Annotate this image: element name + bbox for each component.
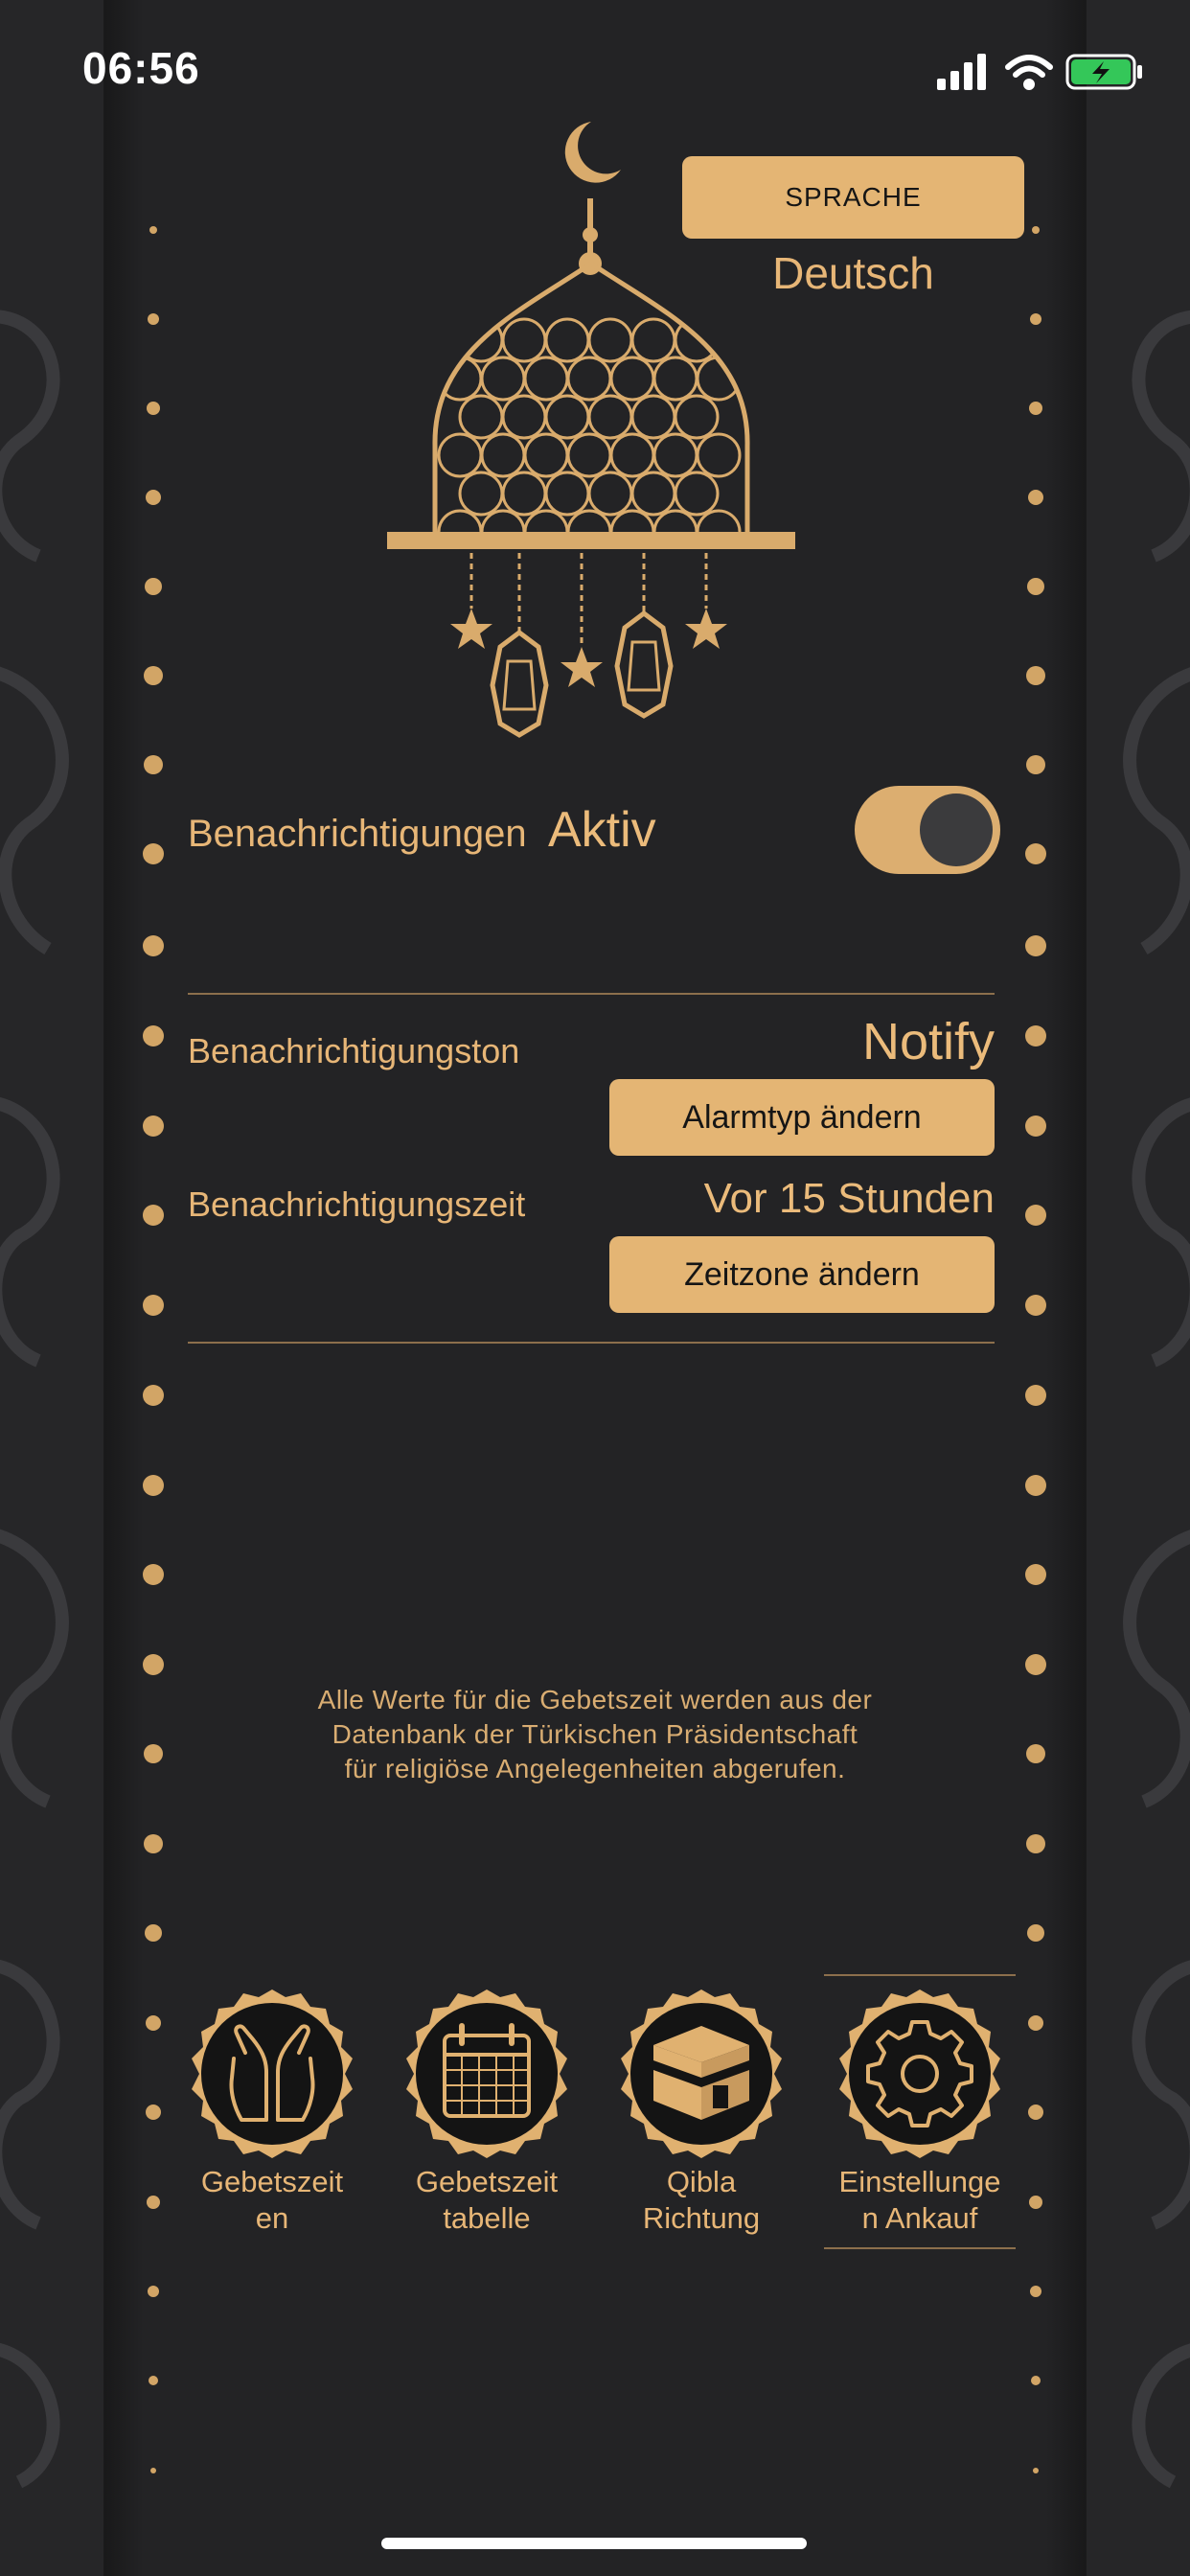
bottom-navigation bbox=[176, 1974, 1019, 2262]
right-dot-border bbox=[1024, 0, 1047, 2576]
cellular-signal-icon bbox=[937, 54, 986, 90]
tab-label bbox=[176, 2164, 368, 2237]
tab-prayer-times[interactable] bbox=[176, 1974, 368, 2262]
tab-label-line: Gebetszeit bbox=[415, 2165, 559, 2198]
tab-label-line: Gebetszeit bbox=[200, 2165, 344, 2198]
tab-label-line: tabelle bbox=[443, 2201, 531, 2235]
tab-settings-purchase[interactable] bbox=[824, 1974, 1016, 2262]
wifi-icon bbox=[1008, 58, 1050, 87]
info-text bbox=[220, 1683, 970, 1786]
calendar-icon bbox=[399, 1986, 575, 2162]
tab-label-line: en bbox=[255, 2201, 289, 2235]
status-icons bbox=[935, 50, 1146, 92]
battery-icon bbox=[1067, 56, 1142, 88]
tab-label-line: Einstellunge bbox=[838, 2165, 1001, 2198]
status-time: 06:56 bbox=[82, 43, 200, 93]
notifications-state: Aktiv bbox=[548, 802, 656, 858]
tab-label bbox=[391, 2164, 583, 2237]
change-timezone-button[interactable]: Zeitzone ändern bbox=[609, 1236, 995, 1313]
tab-qibla-direction[interactable] bbox=[606, 1974, 797, 2262]
left-dot-border bbox=[142, 0, 165, 2576]
tab-label-line: Qibla bbox=[666, 2165, 737, 2198]
notifications-toggle[interactable] bbox=[855, 786, 1000, 874]
language-button[interactable]: SPRACHE bbox=[682, 156, 1024, 239]
divider-bottom bbox=[188, 1342, 995, 1344]
info-line: Datenbank der Türkischen Präsidentschaft bbox=[332, 1719, 858, 1749]
notification-time-label: Benachrichtigungszeit bbox=[188, 1184, 526, 1224]
notification-sound-value: Notify bbox=[861, 1013, 995, 1070]
current-language: Deutsch bbox=[772, 248, 934, 298]
tab-label-line: Richtung bbox=[642, 2201, 761, 2235]
kaaba-icon bbox=[613, 1986, 790, 2162]
tab-label bbox=[606, 2164, 797, 2237]
tab-label-line: n Ankauf bbox=[861, 2201, 978, 2235]
notification-sound-label: Benachrichtigungston bbox=[188, 1031, 520, 1070]
toggle-knob bbox=[920, 794, 993, 866]
notification-time-value: Vor 15 Stunden bbox=[703, 1175, 995, 1222]
right-ornament-panel bbox=[1085, 0, 1190, 2576]
left-ornament-panel bbox=[0, 0, 105, 2576]
praying-hands-icon bbox=[184, 1986, 360, 2162]
info-line: Alle Werte für die Gebetszeit werden aus der bbox=[317, 1685, 873, 1714]
divider-top bbox=[188, 993, 995, 995]
info-line: für religiöse Angelegenheiten abgerufen. bbox=[344, 1754, 846, 1783]
home-indicator[interactable] bbox=[381, 2538, 807, 2549]
tab-prayer-timetable[interactable] bbox=[391, 1974, 583, 2262]
notifications-label: Benachrichtigungen bbox=[188, 813, 527, 855]
change-alarm-type-button[interactable]: Alarmtyp ändern bbox=[609, 1079, 995, 1156]
tab-label bbox=[824, 2164, 1016, 2237]
gear-icon bbox=[832, 1986, 1008, 2162]
